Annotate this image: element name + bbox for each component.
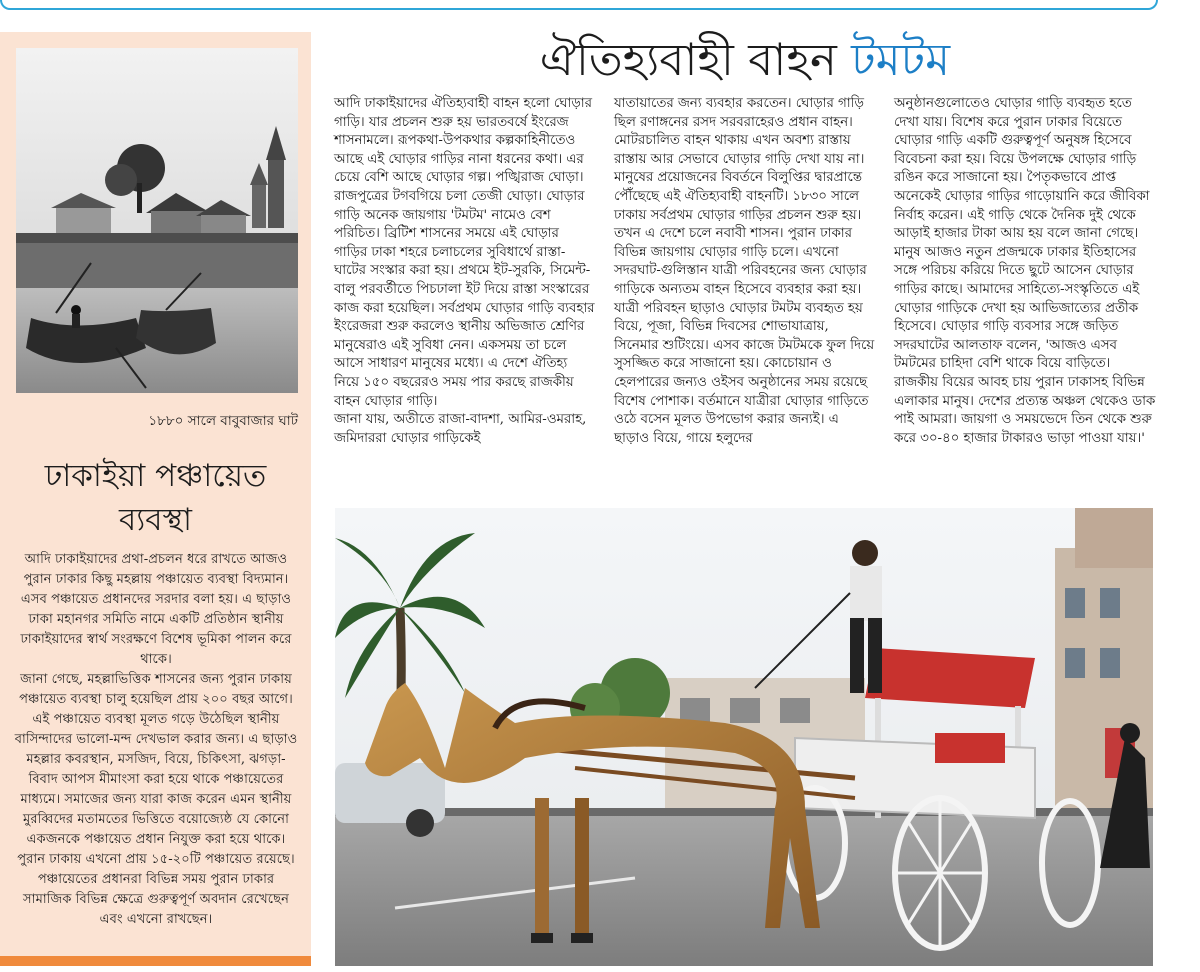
sidebar-body	[14, 550, 298, 930]
sidebar-paragraph: আদি ঢাকাইয়াদের প্রথা-প্রচলন ধরে রাখতে আজও পুরান ঢাকার কিছু মহল্লায় পঞ্চায়েত ব্যবস্থা বিদ্যমান। এসব পঞ্চায়েত প্রধানদের সরদার বলা হয়। এ ছাড়াও ঢাকা মহানগর সমিতি নামে একটি প্রতিষ্ঠান স্থানীয় ঢাকাইয়াদের স্বার্থ সংরক্ষণে বিশেষ ভূমিকা পালন করে থাকে।	[20, 552, 292, 667]
sidebar-paragraph: জানা গেছে, মহল্লাভিত্তিক শাসনের জন্য পুরান ঢাকায় পঞ্চায়েত ব্যবস্থা চালু হয়েছিল প্রায় ২০০ বছর আগে। এই পঞ্চায়েত ব্যবস্থা মূলত গড়ে উঠেছিল স্থানীয় বাসিন্দাদের ভালো-মন্দ দেখভাল করার জন্য। এ ছাড়াও মহল্লার কবরস্থান, মসজিদ, বিয়ে, চিকিৎসা, ঝগড়া-বিবাদ আপস মীমাংসা করা হয়ে থাকে পঞ্চায়েতের মাধ্যমে। সমাজের জন্য যারা কাজ করেন এমন স্থানীয় মুরব্বিদের মতামতের ভিত্তিতে বয়োজ্যেষ্ঠ যে কোনো একজনকে পঞ্চায়েত প্রধান নিযুক্ত করা হয়ে থাকে। পুরান ঢাকায় এখনো প্রায় ১৫-২০টি পঞ্চায়েত রয়েছে।	[14, 672, 298, 867]
horse-carriage-photo	[335, 508, 1153, 966]
sidebar-bottom-bar	[0, 956, 311, 966]
sidebar-title-line1: ঢাকাইয়া পঞ্চায়েত	[44, 458, 267, 494]
article-column-3	[894, 95, 1156, 448]
page-top-frame	[0, 0, 1158, 10]
headline-accent: টমটম	[851, 33, 951, 86]
sidebar-title-line2: ব্যবস্থা	[118, 502, 192, 538]
article-column-2	[614, 95, 876, 448]
headline-main: ঐতিহ্যবাহী বাহন	[539, 33, 852, 86]
article-headline	[335, 30, 1155, 90]
sidebar-panchayet	[0, 32, 311, 966]
article-column-1	[334, 95, 596, 448]
article-paragraph: অনুষ্ঠানগুলোতেও ঘোড়ার গাড়ি ব্যবহৃত হতে দেখা যায়। বিশেষ করে পুরান ঢাকার বিয়েতে ঘোড়ার গাড়ি একটি গুরুত্বপূর্ণ অনুষঙ্গ হিসেবে বিবেচনা করা হয়। বিয়ে উপলক্ষে ঘোড়ার গাড়ি রঙিন করে সাজানো হয়। পৈতৃকভাবে প্রাপ্ত অনেকেই ঘোড়ার গাড়ির গাড়োয়ানি করে জীবিকা নির্বাহ করেন। এই গাড়ি থেকে দৈনিক দুই থেকে আড়াই হাজার টাকা আয় হয় বলে জানা গেছে। মানুষ আজও নতুন প্রজন্মকে ঢাকার ইতিহাসের সঙ্গে পরিচয় করিয়ে দিতে ছুটে আসেন ঘোড়ার গাড়ির কাছে। আমাদের সাহিত্যে-সংস্কৃতিতে এই ঘোড়ার গাড়িকে দেখা হয় আভিজাত্যের প্রতীক হিসেবে। ঘোড়ার গাড়ি ব্যবসার সঙ্গে জড়িত সদরঘাটের আলতাফ বলেন, 'আজও এসব টমটমের চাহিদা বেশি থাকে বিয়ে বাড়িতে। রাজকীয় বিয়ের আবহ চায় পুরান ঢাকাসহ বিভিন্ন এলাকার মানুষ। দেশের প্রত্যন্ত অঞ্চল থেকেও ডাক পাই আমরা। জায়গা ও সময়ভেদে তিন থেকে শুরু করে ৩০-৪০ হাজার টাকারও ভাড়া পাওয়া যায়।'	[894, 96, 1156, 446]
article-paragraph: আদি ঢাকাইয়াদের ঐতিহ্যবাহী বাহন হলো ঘোড়ার গাড়ি। যার প্রচলন শুরু হয় ভারতবর্ষে ইংরেজ শাসনামলে। রূপকথা-উপকথার কল্পকাহিনীতেও আছে এই ঘোড়ার গাড়ির নানা ধরনের কথা। এর চেয়ে বেশি আছে ঘোড়ার গল্প। পঙ্খিরাজ ঘোড়া। রাজপুত্রের টগবগিয়ে চলা তেজী ঘোড়া। ঘোড়ার গাড়ি অনেক জায়গায় 'টমটম' নামেও বেশ পরিচিত। ব্রিটিশ শাসনের সময়ে এই ঘোড়ার গাড়ির ঢাকা শহরে চলাচলের সুবিধার্থে রাস্তা-ঘাটের সংস্কার করা হয়। প্রথমে ইট-সুরকি, সিমেন্ট-বালু পরবর্তীতে পিচঢালা ইট দিয়ে রাস্তা সংস্কারের কাজ করা হয়েছিল। সর্বপ্রথম ঘোড়ার গাড়ি ব্যবহার ইংরেজরা শুরু করলেও স্থানীয় অভিজাত শ্রেণির মানুষেরাও এই সুবিধা নেন। একসময় তা চলে আসে সাধারণ মানুষের মধ্যে। এ দেশে ঐতিহ্য নিয়ে ১৫০ বছরেরও সময় পার করছে রাজকীয় বাহন ঘোড়ার গাড়ি।	[334, 96, 595, 409]
historic-photo-caption: ১৮৮০ সালে বাবুবাজার ঘাট	[148, 413, 298, 429]
sidebar-title	[0, 454, 311, 542]
article-paragraph: যাতায়াতের জন্য ব্যবহার করতেন। ঘোড়ার গাড়ি ছিল রণাঙ্গনের রসদ সরবরাহেরও প্রধান বাহন। মোটরচালিত বাহন থাকায় এখন অবশ্য রাস্তায় রাস্তায় আর সেভাবে ঘোড়ার গাড়ি দেখা যায় না। মানুষের প্রয়োজনের বিবর্তনে বিলুপ্তির দ্বারপ্রান্তে পৌঁছেছে এই ঐতিহ্যবাহী বাহনটি। ১৮৩০ সালে ঢাকায় সর্বপ্রথম ঘোড়ার গাড়ির প্রচলন শুরু হয়। তখন এ দেশে চলে নবাবী শাসন। পুরান ঢাকার বিভিন্ন জায়গায় ঘোড়ার গাড়ি চলে। এখনো সদরঘাট-গুলিস্তান যাত্রী পরিবহনের জন্য ঘোড়ার গাড়িকে অন্যতম বাহন হিসেবে ব্যবহার করা হয়। যাত্রী পরিবহন ছাড়াও ঘোড়ার টমটম ব্যবহৃত হয় বিয়ে, পূজা, বিভিন্ন দিবসের শোভাযাত্রায়, সিনেমার শুটিংয়ে। এসব কাজে টমটমকে ফুল দিয়ে সুসজ্জিত করে সাজানো হয়। কোচোয়ান ও হেলপারের জন্যও ওইসব অনুষ্ঠানের সময় রয়েছে বিশেষ পোশাক। বর্তমানে যাত্রীরা ঘোড়ার গাড়িতে ওঠে বসেন মূলত উপভোগ করার জন্যই। এ ছাড়াও বিয়ে, গায়ে হলুদের	[614, 96, 875, 446]
sidebar-paragraph: পঞ্চায়েতের প্রধানরা বিভিন্ন সময় পুরান ঢাকার সামাজিক বিভিন্ন ক্ষেত্রে গুরুত্বপূর্ণ অবদান রেখেছেন এবং এখনো রাখছেন।	[23, 872, 289, 927]
historic-photo-babubazar-ghat	[16, 48, 298, 393]
article-paragraph: জানা যায়, অতীতে রাজা-বাদশা, আমির-ওমরাহ, জমিদাররা ঘোড়ার গাড়িকেই	[334, 412, 587, 446]
